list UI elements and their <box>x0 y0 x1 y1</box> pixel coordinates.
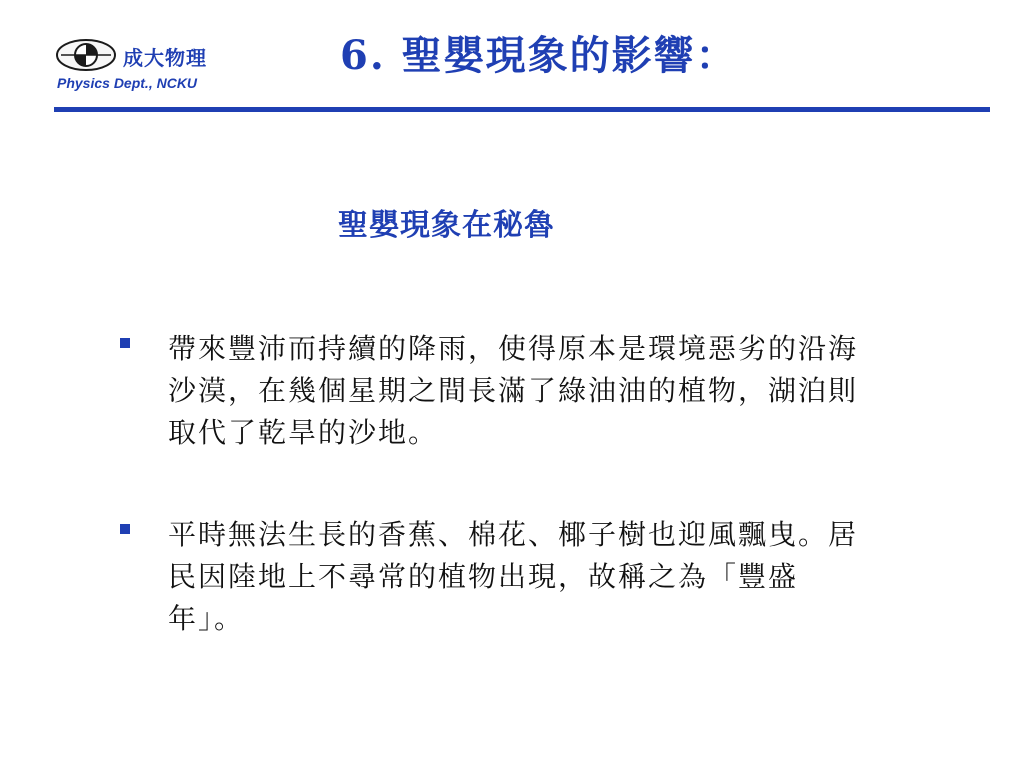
square-bullet-icon <box>120 338 130 348</box>
logo-chinese-text: 成大物理 <box>123 46 207 70</box>
title-divider <box>54 107 990 112</box>
bullet-item-rainfall <box>120 328 880 454</box>
page-title: 6. 聖嬰現象的影響： <box>340 32 738 79</box>
bullet-text: 帶來豐沛而持續的降雨，使得原本是環境惡劣的沿海沙漠，在幾個星期之間長滿了綠油油的植物，湖泊則取代了乾旱的沙地。 <box>168 332 859 449</box>
bullet-list <box>120 328 880 700</box>
square-bullet-icon <box>120 524 130 534</box>
bullet-item-harvest <box>120 514 880 640</box>
logo-english-text: Physics Dept., NCKU <box>57 75 198 91</box>
section-subtitle: 聖嬰現象在秘魯 <box>338 208 555 243</box>
bullet-text: 平時無法生長的香蕉、棉花、椰子樹也迎風飄曳。居民因陸地上不尋常的植物出現，故稱之為「豐盛年」。 <box>168 518 859 635</box>
department-logo <box>55 36 245 98</box>
eye-icon <box>55 36 117 74</box>
